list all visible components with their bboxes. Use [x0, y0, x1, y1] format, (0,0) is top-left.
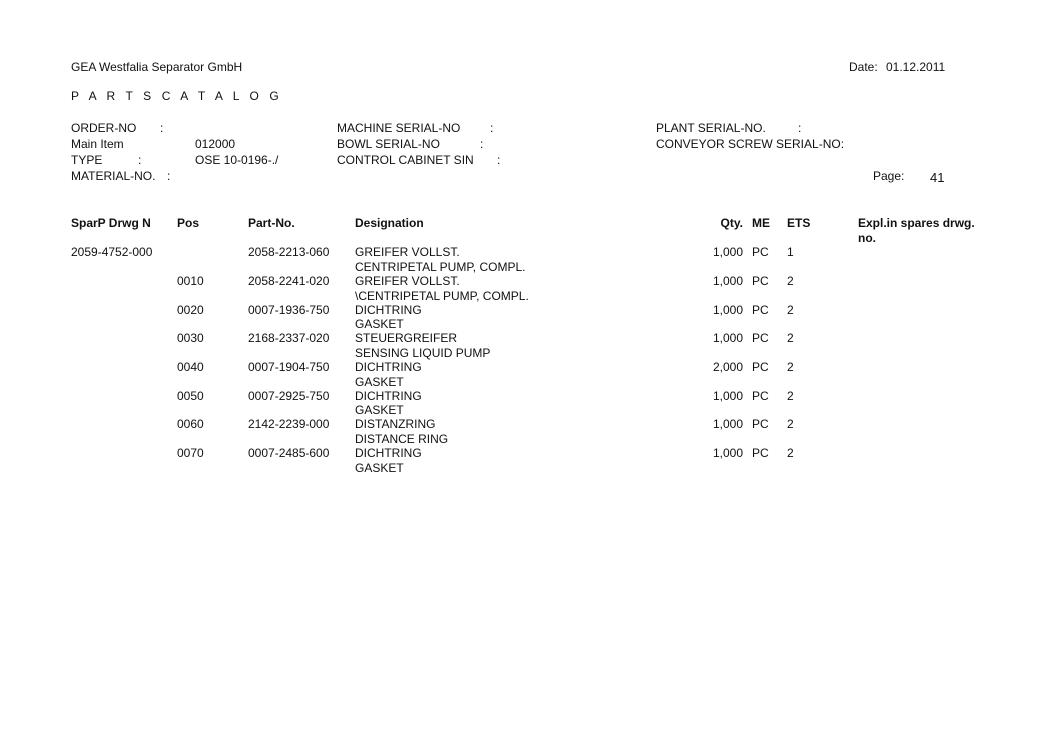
- order-no-label: ORDER-NO: [71, 121, 137, 135]
- position: 0060: [177, 417, 204, 431]
- company-name: GEA Westfalia Separator GmbH: [71, 60, 243, 74]
- page-number: 41: [930, 170, 945, 185]
- ets-value: 2: [787, 331, 794, 345]
- material-no-label: MATERIAL-NO.: [71, 169, 156, 183]
- drawing-number: 2059-4752-000: [71, 245, 153, 259]
- designation-english: CENTRIPETAL PUMP, COMPL.: [355, 260, 526, 274]
- designation-english: \CENTRIPETAL PUMP, COMPL.: [355, 289, 529, 303]
- bowl-serial-label: BOWL SERIAL-NO: [337, 137, 440, 151]
- position: 0050: [177, 389, 204, 403]
- type-label: TYPE: [71, 153, 103, 167]
- quantity: 1,000: [712, 245, 743, 259]
- unit: PC: [752, 446, 769, 460]
- control-cabinet-label: CONTROL CABINET SIN: [337, 153, 474, 167]
- designation-german: DICHTRING: [355, 446, 422, 460]
- column-header-designation: Designation: [355, 216, 424, 230]
- conveyor-serial-label: CONVEYOR SCREW SERIAL-NO:: [656, 137, 845, 151]
- part-number: 2142-2239-000: [248, 417, 330, 431]
- quantity: 1,000: [712, 331, 743, 345]
- document-title: P A R T S C A T A L O G: [71, 89, 283, 103]
- quantity: 1,000: [712, 417, 743, 431]
- unit: PC: [752, 331, 769, 345]
- date-value: 01.12.2011: [886, 60, 946, 74]
- ets-value: 2: [787, 303, 794, 317]
- position: 0010: [177, 274, 204, 288]
- main-item-label: Main Item: [71, 137, 124, 151]
- part-number: 2058-2241-020: [248, 274, 330, 288]
- position: 0070: [177, 446, 204, 460]
- column-header-expl-line1: Expl.in spares drwg.: [858, 216, 975, 230]
- column-header-qty: Qty.: [720, 216, 743, 230]
- ets-value: 2: [787, 360, 794, 374]
- column-header-pos: Pos: [177, 216, 200, 230]
- designation-english: DISTANCE RING: [355, 432, 449, 446]
- control-cabinet-colon: :: [497, 153, 501, 167]
- ets-value: 2: [787, 389, 794, 403]
- type-colon: :: [138, 153, 142, 167]
- quantity: 2,000: [712, 360, 743, 374]
- ets-value: 2: [787, 446, 794, 460]
- column-header-drawing: SparP Drwg N: [71, 216, 151, 230]
- part-number: 0007-2485-600: [248, 446, 330, 460]
- designation-english: GASKET: [355, 375, 404, 389]
- designation-english: GASKET: [355, 317, 404, 331]
- unit: PC: [752, 245, 769, 259]
- position: 0030: [177, 331, 204, 345]
- quantity: 1,000: [712, 303, 743, 317]
- designation-german: GREIFER VOLLST.: [355, 274, 460, 288]
- unit: PC: [752, 389, 769, 403]
- part-number: 2168-2337-020: [248, 331, 330, 345]
- ets-value: 2: [787, 274, 794, 288]
- designation-german: DICHTRING: [355, 389, 422, 403]
- part-number: 0007-1936-750: [248, 303, 330, 317]
- designation-english: GASKET: [355, 403, 404, 417]
- column-header-expl-line2: no.: [858, 231, 876, 245]
- bowl-serial-colon: :: [480, 137, 484, 151]
- quantity: 1,000: [712, 274, 743, 288]
- position: 0020: [177, 303, 204, 317]
- designation-english: SENSING LIQUID PUMP: [355, 346, 491, 360]
- part-number: 0007-2925-750: [248, 389, 330, 403]
- main-item-value: 012000: [195, 137, 236, 151]
- column-header-part-no: Part-No.: [248, 216, 295, 230]
- unit: PC: [752, 274, 769, 288]
- unit: PC: [752, 360, 769, 374]
- type-value: OSE 10-0196-./: [195, 153, 279, 167]
- order-no-colon: :: [160, 121, 164, 135]
- page-label: Page:: [873, 169, 905, 183]
- designation-german: STEUERGREIFER: [355, 331, 458, 345]
- plant-serial-label: PLANT SERIAL-NO.: [656, 121, 766, 135]
- unit: PC: [752, 303, 769, 317]
- designation-german: DISTANZRING: [355, 417, 436, 431]
- position: 0040: [177, 360, 204, 374]
- quantity: 1,000: [712, 446, 743, 460]
- designation-english: GASKET: [355, 461, 404, 475]
- ets-value: 1: [787, 245, 794, 259]
- machine-serial-colon: :: [490, 121, 494, 135]
- part-number: 0007-1904-750: [248, 360, 330, 374]
- ets-value: 2: [787, 417, 794, 431]
- unit: PC: [752, 417, 769, 431]
- column-header-ets: ETS: [787, 216, 811, 230]
- machine-serial-label: MACHINE SERIAL-NO: [337, 121, 461, 135]
- plant-serial-colon: :: [798, 121, 802, 135]
- designation-german: DICHTRING: [355, 303, 422, 317]
- designation-german: GREIFER VOLLST.: [355, 245, 460, 259]
- material-no-colon: :: [167, 169, 171, 183]
- date-label: Date:: [849, 60, 878, 74]
- part-number: 2058-2213-060: [248, 245, 330, 259]
- column-header-me: ME: [752, 216, 770, 230]
- designation-german: DICHTRING: [355, 360, 422, 374]
- quantity: 1,000: [712, 389, 743, 403]
